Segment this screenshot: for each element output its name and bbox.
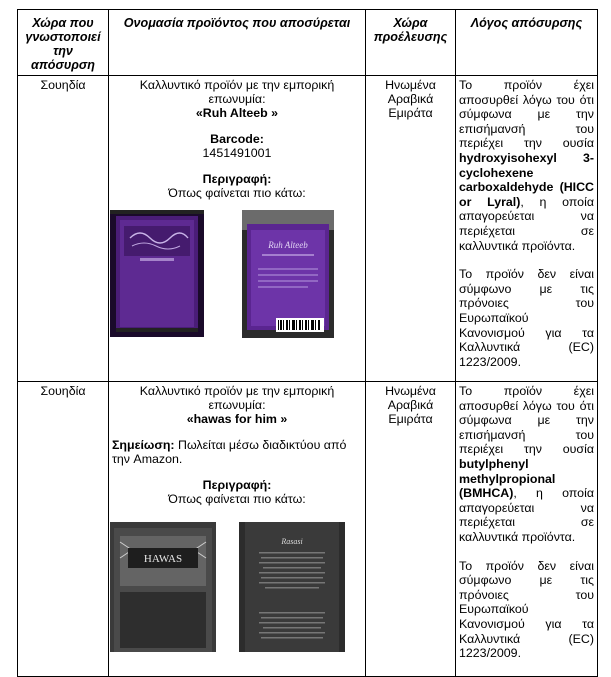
description-label: Περιγραφή:	[202, 478, 272, 492]
header-origin-country: Χώρα προέλευσης	[366, 10, 456, 76]
product-brand: «Ruh Alteeb »	[195, 106, 279, 120]
table-row	[18, 382, 598, 677]
product-intro: Καλλυντικό προϊόν με την εμπορική επωνυμία:	[139, 78, 335, 106]
barcode-label: Barcode:	[210, 132, 264, 146]
note	[112, 438, 362, 466]
reason-cell	[456, 76, 598, 382]
regulation-text: Το προϊόν δεν είναι σύμφωνο με τις πρόνοιες του Ευρωπαϊκού Κανονισμού για τα Καλλυντικά (ΕC) 1223/2009.	[459, 267, 594, 369]
product-cell	[109, 382, 366, 677]
banned-substance: hydroxyisohexyl 3-cyclohexene carboxaldehyde (HICC or Lyral)	[459, 150, 594, 209]
note-label: Σημείωση:	[112, 438, 175, 452]
product-photos	[112, 522, 362, 650]
description-text: Όπως φαίνεται πιο κάτω:	[168, 492, 306, 506]
barcode-value: 1451491001	[202, 146, 272, 160]
reason-cell	[456, 382, 598, 677]
header-notifying-country: Χώρα που γνωστοποιεί την απόσυρση	[18, 10, 109, 76]
reason-text: Το προϊόν έχει αποσυρθεί λόγω του ότι σύμφωνα με την επισήμανσή του περιέχει την ουσία butylphenyl methylpropional (BMHCA), η οποία απαγορεύεται να περιέχεται σε καλλυντικά προϊόντα.	[459, 384, 594, 544]
product-cell	[109, 76, 366, 382]
product-photo-front	[110, 522, 216, 652]
description-label: Περιγραφή:	[202, 172, 272, 186]
product-brand: «hawas for him »	[186, 412, 288, 426]
notifying-country-cell: Σουηδία	[18, 76, 109, 382]
ruh-box-label: Ruh Alteeb	[268, 240, 308, 250]
header-product-name: Ονομασία προϊόντος που αποσύρεται	[109, 10, 366, 76]
hawas-back-label: Rasasi	[281, 537, 303, 546]
banned-substance: butylphenyl methylpropional (BMHCA)	[459, 456, 556, 501]
hawas-box-label: HAWAS	[143, 553, 183, 565]
regulation-text: Το προϊόν δεν είναι σύμφωνο με τις πρόνοιες του Ευρωπαϊκού Κανονισμού για τα Καλλυντικά (ΕC) 1223/2009.	[459, 558, 594, 661]
origin-country-cell: Ηνωμένα Αραβικά Εμιράτα	[366, 382, 456, 677]
product-photo-back	[242, 210, 334, 338]
header-row	[18, 10, 598, 76]
product-photos	[112, 210, 362, 338]
header-reason: Λόγος απόσυρσης	[456, 10, 598, 76]
product-photo-back	[239, 522, 345, 652]
recall-table	[17, 9, 598, 677]
description-text: Όπως φαίνεται πιο κάτω:	[168, 186, 306, 200]
note-text: Πωλείται μέσω διαδικτύου από την Amazon.	[112, 438, 347, 466]
product-intro: Καλλυντικό προϊόν με την εμπορική επωνυμία:	[139, 384, 335, 412]
reason-text: Το προϊόν έχει αποσυρθεί λόγω του ότι σύμφωνα με την επισήμανσή του περιέχει την ουσία hydroxyisohexyl 3-cyclohexene carboxaldehyde (HICC or Lyral), η οποία απαγορεύεται να περιέχεται σε καλλυντικά προϊόντα.	[459, 78, 594, 253]
product-photo-front	[110, 210, 204, 337]
origin-country-cell: Ηνωμένα Αραβικά Εμιράτα	[366, 76, 456, 382]
table-row	[18, 76, 598, 382]
notifying-country-cell: Σουηδία	[18, 382, 109, 677]
